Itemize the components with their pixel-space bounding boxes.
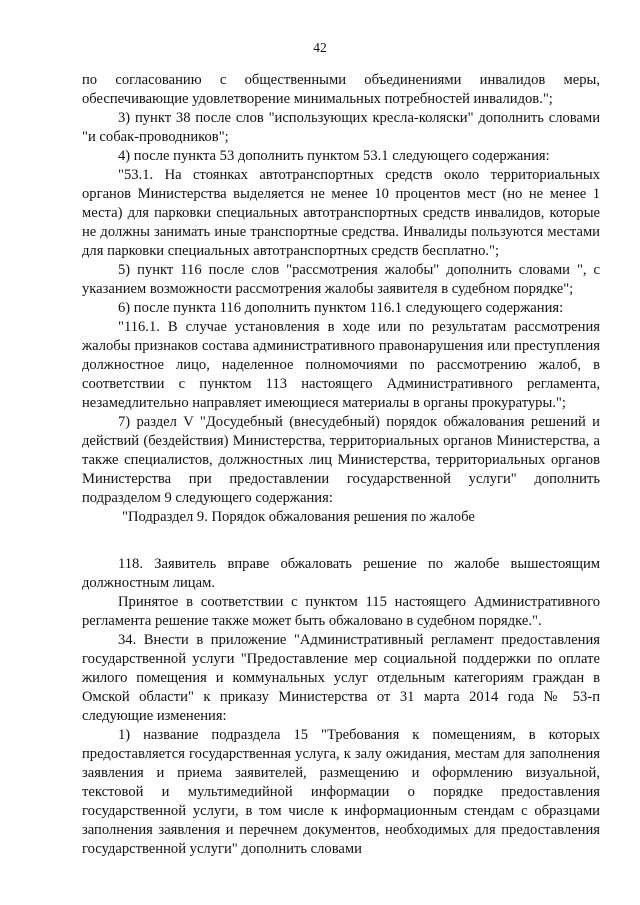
paragraph-118: 118. Заявитель вправе обжаловать решение по жалобе вышестоящим должностным лицам. [82,556,600,591]
paragraph-item-6: 6) после пункта 116 дополнить пунктом 116.1 следующего содержания: [118,300,564,316]
subsection-heading: "Подраздел 9. Порядок обжалования решения по жалобе [122,509,475,525]
paragraph-item-4: 4) после пункта 53 дополнить пунктом 53.1 следующего содержания: [118,148,550,164]
blank-line [82,527,600,555]
paragraph-subitem-1: 1) название подраздела 15 "Требования к помещениям, в которых предоставляется государственная услуга, к залу ожидания, местам для заполнения заявления и приема заявителей, размещению и оформлению визуальной, текстовой и мультимедийной информации о порядке предоставления государственной услуги, в том числе к информационным стендам с образцами заполнения заявления и перечнем документов, необходимых для предоставления государственной услуги" дополнить словами [82,727,600,857]
paragraph-quote-53-1: "53.1. На стоянках автотранспортных средств около территориальных органов Министерства выделяется не менее 10 процентов мест (но не менее 1 места) для парковки специальных автотранспортных средств инвалидов, которые не должны занимать иные транспортные средства. Инвалиды пользуются местами для парковки специальных автотранспортных средств бесплатно."; [82,167,600,259]
page-number: 42 [313,40,327,55]
paragraph-item-34: 34. Внести в приложение "Административный регламент предоставления государственной услуги "Предоставление мер социальной поддержки по оплате жилого помещения и коммунальных услуг отдельным категориям граждан в Омской области" к приказу Министерства от 31 марта 2014 года № 53-п следующие изменения: [82,632,600,724]
paragraph-decision-appeal: Принятое в соответствии с пунктом 115 настоящего Административного регламента решение также может быть обжаловано в судебном порядке.". [82,594,600,629]
paragraph-continuation: по согласованию с общественными объединениями инвалидов меры, обеспечивающие удовлетворение минимальных потребностей инвалидов."; [82,72,600,107]
paragraph-item-5: 5) пункт 116 после слов "рассмотрения жалобы" дополнить словами ", с указанием возможности рассмотрения жалобы заявителя в судебном порядке"; [82,262,600,297]
document-body [82,71,600,859]
paragraph-item-3: 3) пункт 38 после слов "использующих кресла-коляски" дополнить словами "и собак-проводников"; [82,110,600,145]
paragraph-item-7: 7) раздел V "Досудебный (внесудебный) порядок обжалования решений и действий (бездействия) Министерства, территориальных органов Министерства, а также специалистов, должностных лиц Министерства, территориальных органов Министерства при предоставлении государственной услуги" дополнить подразделом 9 следующего содержания: [82,414,600,506]
paragraph-quote-116-1: "116.1. В случае установления в ходе или по результатам рассмотрения жалобы признаков состава административного правонарушения или преступления должностное лицо, наделенное полномочиями по рассмотрению жалоб, в соответствии с пунктом 113 настоящего Административного регламента, незамедлительно направляет имеющиеся материалы в органы прокуратуры."; [82,319,600,411]
